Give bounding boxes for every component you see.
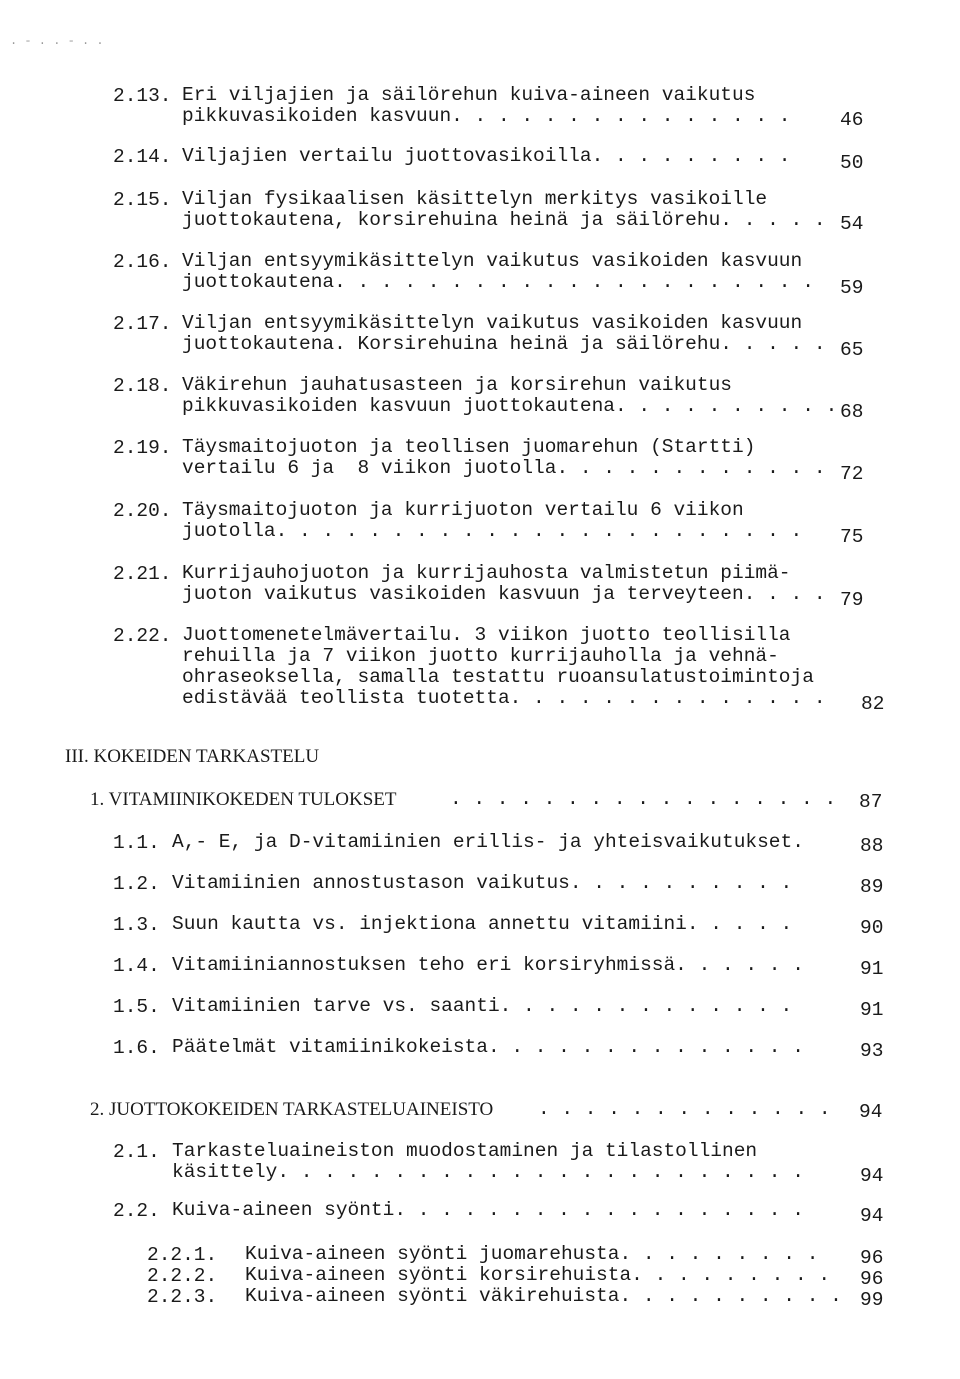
section-heading: III. KOKEIDEN TARKASTELU [65,746,320,767]
entry-number: 2.1. [113,1141,160,1163]
entry-number: 2.20. [113,500,172,522]
entry-line: Viljajien vertailu juottovasikoilla. . . . . . . . . [182,145,791,167]
entry-line: Kuiva-aineen syönti. . . . . . . . . . . . . . . . . . [172,1199,804,1221]
entry-number: 2.13. [113,85,172,107]
entry-number: 1.1. [113,832,160,854]
entry-line: Kuiva-aineen syönti väkirehuista. . . . . . . . . . [245,1285,842,1307]
entry-number: 2.19. [113,437,172,459]
entry-number: 1.2. [113,873,160,895]
entry-page: 89 [860,876,884,898]
entry-page: 96 [860,1268,884,1290]
entry-page: 93 [860,1040,884,1062]
entry-line: Viljan entsyymikäsittelyn vaikutus vasikoiden kasvuun [182,250,803,272]
entry-page: 59 [840,277,864,299]
entry-line: juoton vaikutus vasikoiden kasvuun ja terveyteen. . . . [182,583,826,605]
entry-page: 65 [840,339,864,361]
entry-number: 2.14. [113,146,172,168]
entry-line: pikkuvasikoiden kasvuun juottokautena. . . . . . . . . . [182,395,838,417]
toc-subsection-2 [90,1099,910,1123]
entry-number: 1.4. [113,955,160,977]
entry-number: 1.3. [113,914,160,936]
entry-line: juottokautena. Korsirehuina heinä ja säilörehu. . . . . [182,333,826,355]
entry-number: 2.2.2. [147,1265,218,1287]
entry-line: Juottomenetelmävertailu. 3 viikon juotto teollisilla [182,624,791,646]
entry-line: pikkuvasikoiden kasvuun. . . . . . . . . . . . . . . [182,105,791,127]
entry-line: käsittely. . . . . . . . . . . . . . . . . . . . . . . [172,1161,804,1183]
entry-line: Kuiva-aineen syönti juomarehusta. . . . . . . . . [245,1243,819,1265]
entry-line: rehuilla ja 7 viikon juotto kurrijauholla ja vehnä- [182,645,779,667]
entry-line: Viljan fysikaalisen käsittelyn merkitys vasikoille [182,188,768,210]
entry-number: 2.2.1. [147,1244,218,1266]
entry-line: Päätelmät vitamiinikokeista. . . . . . . . . . . . . . [172,1036,804,1058]
entry-line: Kuiva-aineen syönti korsirehuista. . . . . . . . . [245,1264,831,1286]
entry-number: 2.16. [113,251,172,273]
entry-line: vertailu 6 ja 8 viikon juotolla. . . . . . . . . . . . [182,457,826,479]
entry-line: Suun kautta vs. injektiona annettu vitamiini. . . . . [172,913,793,935]
leader-dots: . . . . . . . . . . . . . . . . . [450,788,837,810]
entry-page: 50 [840,152,864,174]
entry-page: 72 [840,463,864,485]
entry-line: Vitamiiniannostuksen teho eri korsiryhmissä. . . . . . [172,954,804,976]
entry-page: 88 [860,835,884,857]
entry-line: edistävää teollista tuotetta. . . . . . . . . . . . . . [182,687,826,709]
entry-line: Vitamiinien tarve vs. saanti. . . . . . . . . . . . . [172,995,793,1017]
entry-line: Kurrijauhojuoton ja kurrijauhosta valmistetun piimä- [182,562,791,584]
entry-line: Eri viljajien ja säilörehun kuiva-aineen vaikutus [182,84,756,106]
entry-page: 87 [859,791,883,813]
entry-number: 2.15. [113,189,172,211]
entry-page: 54 [840,213,864,235]
entry-line: Täysmaitojuoton ja teollisen juomarehun (Startti) [182,436,756,458]
entry-page: 94 [859,1101,883,1123]
entry-line: Täysmaitojuoton ja kurrijuoton vertailu 6 viikon [182,499,744,521]
entry-page: 82 [861,693,885,715]
entry-page: 79 [840,589,864,611]
subsection-label: 2. JUOTTOKOKEIDEN TARKASTELUAINEISTO [90,1099,494,1120]
entry-line: juotolla. . . . . . . . . . . . . . . . . . . . . . . [182,520,803,542]
entry-page: 68 [840,401,864,423]
entry-page: 99 [860,1289,884,1311]
entry-number: 1.6. [113,1037,160,1059]
entry-line: A,- E, ja D-vitamiinien erillis- ja yhteisvaikutukset. [172,831,804,853]
entry-page: 46 [840,109,864,131]
scan-marks: . - . . - . . [10,34,104,48]
entry-page: 90 [860,917,884,939]
entry-page: 94 [860,1205,884,1227]
entry-line: Väkirehun jauhatusasteen ja korsirehun vaikutus [182,374,732,396]
entry-number: 2.22. [113,625,172,647]
entry-number: 2.2. [113,1200,160,1222]
entry-line: ohraseoksella, samalla testattu ruoansulatustoimintoja [182,666,814,688]
toc-subsection-1 [90,789,910,813]
entry-number: 2.17. [113,313,172,335]
entry-page: 91 [860,999,884,1021]
entry-line: juottokautena, korsirehuina heinä ja säilörehu. . . . . [182,209,826,231]
entry-page: 94 [860,1165,884,1187]
entry-number: 2.21. [113,563,172,585]
entry-line: juottokautena. . . . . . . . . . . . . . . . . . . . . [182,271,814,293]
entry-line: Tarkasteluaineiston muodostaminen ja tilastollinen [172,1140,758,1162]
entry-page: 96 [860,1247,884,1269]
subsection-label: 1. VITAMIINIKOKEDEN TULOKSET [90,789,397,810]
entry-line: Viljan entsyymikäsittelyn vaikutus vasikoiden kasvuun [182,312,803,334]
entry-number: 2.2.3. [147,1286,218,1308]
entry-page: 75 [840,526,864,548]
entry-line: Vitamiinien annostustason vaikutus. . . . . . . . . . [172,872,793,894]
entry-page: 91 [860,958,884,980]
entry-number: 2.18. [113,375,172,397]
entry-number: 1.5. [113,996,160,1018]
leader-dots: . . . . . . . . . . . . . [538,1098,831,1120]
